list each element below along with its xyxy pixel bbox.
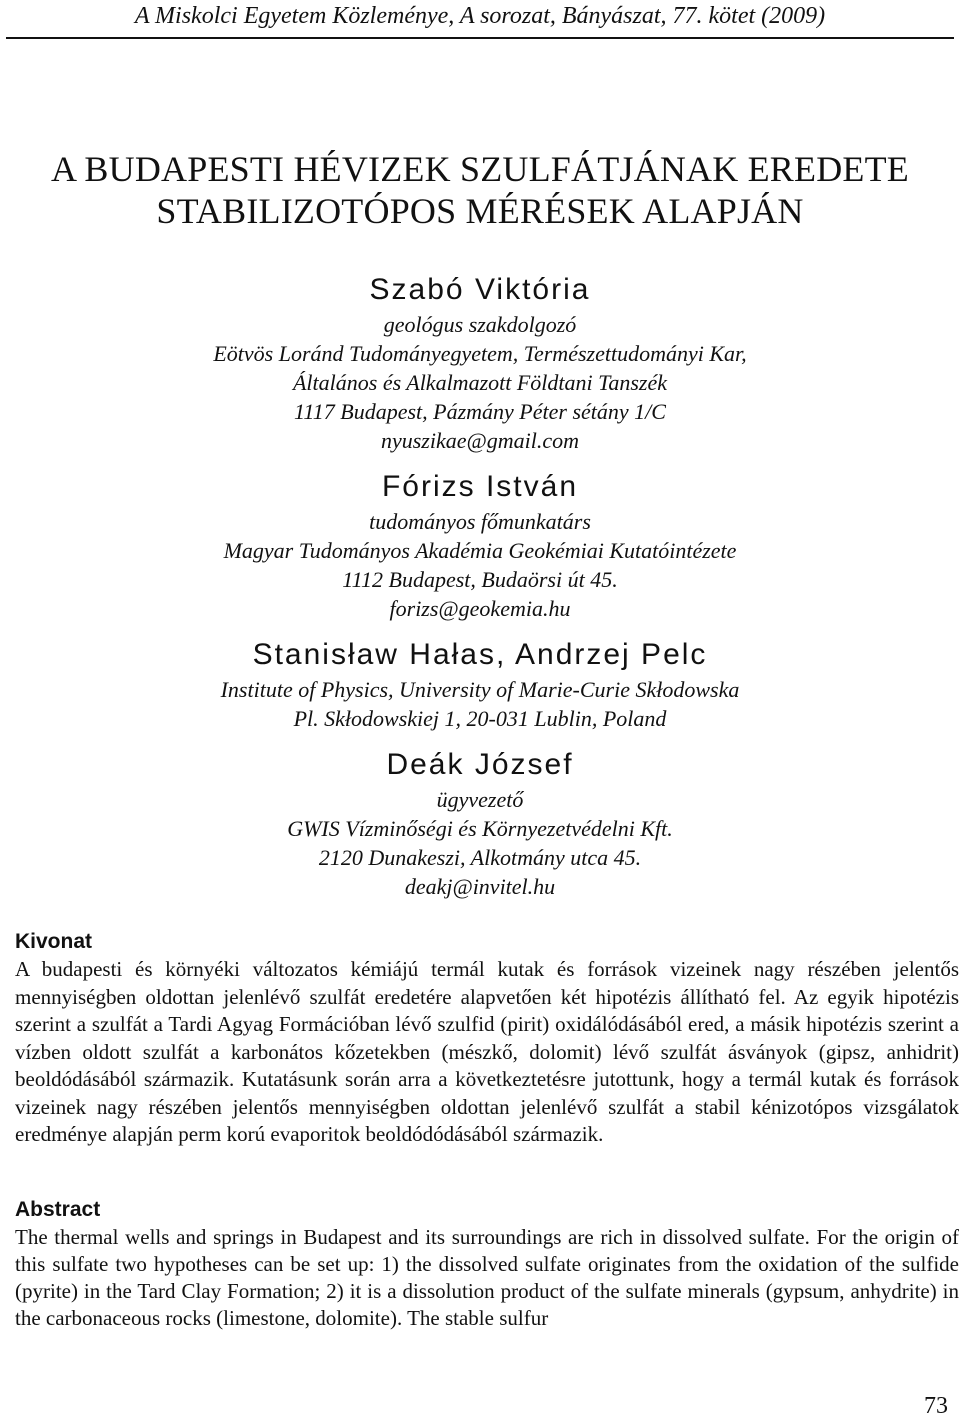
title-line-1: A BUDAPESTI HÉVIZEK SZULFÁTJÁNAK EREDETE	[51, 149, 909, 189]
abstract-text: The thermal wells and springs in Budapest and its surroundings are rich in dissolved sulfate. For the origin of this sulfate two hypotheses can be set up: 1) the dissolved sulfate originates from the oxidation of the sulfide (pyrite) in the Tard Clay Formation; 2) it is a dissolution product of the sulfate minerals (gypsum, anhydrite) in the carbonaceous rocks (limestone, dolomite). The stable sulfur	[15, 1225, 959, 1330]
author-email: nyuszikae@gmail.com	[380, 428, 580, 453]
kivonat-heading: Kivonat	[15, 930, 93, 953]
author-name: Fórizs István	[381, 470, 579, 503]
author-affiliation: GWIS Vízminőségi és Környezetvédelni Kft.	[287, 816, 673, 841]
paper-title	[0, 148, 960, 232]
author-name: Szabó Viktória	[369, 273, 591, 306]
author-email: deakj@invitel.hu	[404, 874, 556, 899]
author-address: 2120 Dunakeszi, Alkotmány utca 45.	[318, 845, 642, 870]
author-address: 1112 Budapest, Budaörsi út 45.	[342, 567, 618, 592]
author-block	[0, 270, 960, 455]
kivonat-section	[15, 928, 959, 1149]
title-line-2: STABILIZOTÓPOS MÉRÉSEK ALAPJÁN	[156, 191, 804, 231]
spacer	[0, 455, 960, 467]
abstract-section	[15, 1196, 959, 1332]
author-email: forizs@geokemia.hu	[389, 596, 571, 621]
author-department: Általános és Alkalmazott Földtani Tanszék	[292, 370, 667, 395]
author-address: Pl. Skłodowskiej 1, 20-031 Lublin, Poland	[293, 706, 667, 731]
author-name: Deák József	[386, 748, 574, 781]
running-header: A Miskolci Egyetem Közleménye, A sorozat, Bányászat, 77. kötet (2009)	[134, 3, 826, 29]
author-name: Stanisław Hałas, Andrzej Pelc	[252, 638, 708, 671]
author-block	[0, 635, 960, 733]
abstract-heading: Abstract	[15, 1198, 101, 1221]
author-affiliation: Eötvös Loránd Tudományegyetem, Természettudományi Kar,	[213, 341, 747, 366]
author-affiliation: Institute of Physics, University of Marie-Curie Skłodowska	[220, 677, 740, 702]
author-affiliation: Magyar Tudományos Akadémia Geokémiai Kutatóintézete	[223, 538, 737, 563]
author-list	[0, 270, 960, 901]
author-position: tudományos főmunkatárs	[369, 509, 591, 534]
spacer	[0, 623, 960, 635]
author-position: geológus szakdolgozó	[383, 312, 577, 337]
kivonat-text: A budapesti és környéki változatos kémiájú termál kutak és források vizeinek nagy részében jelentős mennyiségben oldottan jelenlévő szulfát eredetére alapvetően két hipotézis állítható fel. Az egyik hipotézis szerint a szulfát a Tardi Agyag Formációban lévő szulfid (pirit) oxidálódásából ered, a másik hipotézis szerint a vízben oldott szulfát a karbonátos kőzetekben (mészkő, dolomit) lévő szulfát ásványok (gipsz, anhidrit) beoldódásából származik. Kutatásunk során arra a következtetésre jutottunk, hogy a termál kutak és források vizeinek nagy részében jelentős mennyiségben oldottan jelenlévő szulfát a stabil kénizotópos vizsgálatok eredménye alapján perm korú evaporitok beoldódódásából származik.	[15, 957, 959, 1146]
spacer	[0, 733, 960, 745]
header-rule	[6, 37, 954, 39]
page-number: 73	[924, 1393, 948, 1419]
author-block	[0, 745, 960, 901]
author-address: 1117 Budapest, Pázmány Péter sétány 1/C	[294, 399, 666, 424]
author-block	[0, 467, 960, 623]
author-position: ügyvezető	[436, 787, 524, 812]
